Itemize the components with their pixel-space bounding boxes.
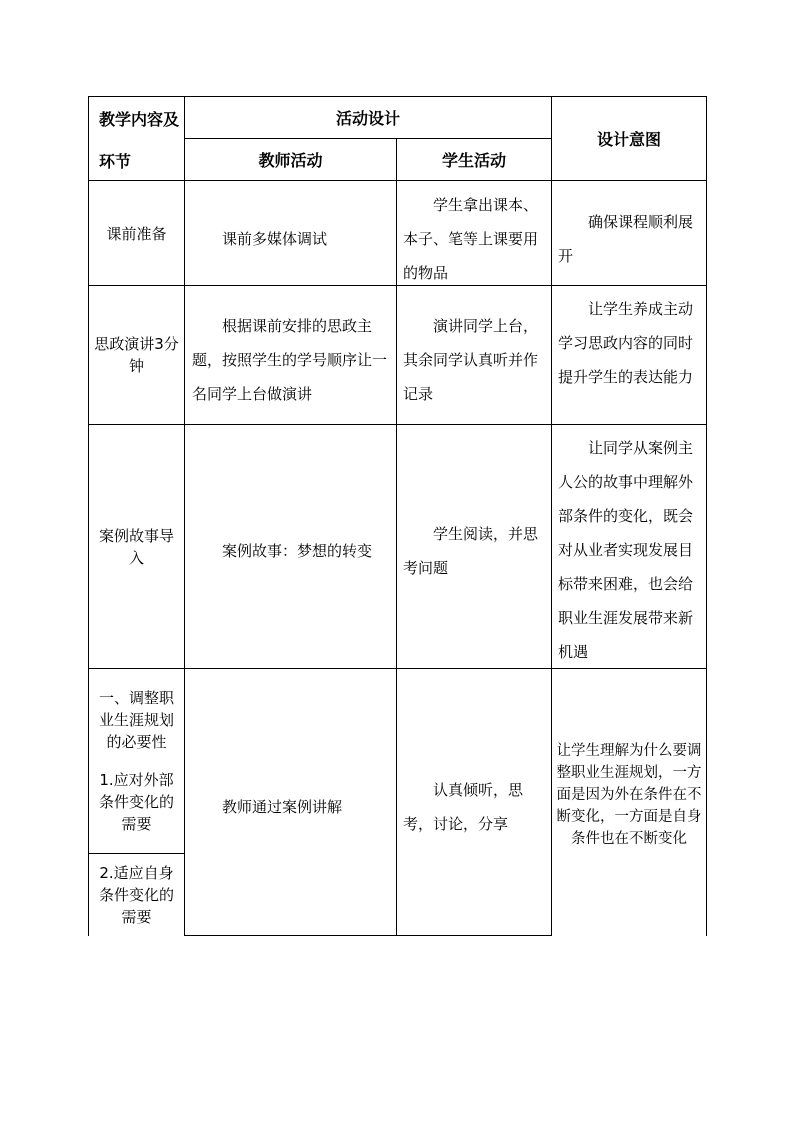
row1-stage-text: 课前准备: [106, 224, 167, 243]
row1-student: 学生拿出课本、本子、笔等上课要用的物品: [403, 196, 539, 282]
row2-stage: [89, 286, 184, 424]
header-intent-cell: [552, 97, 706, 180]
row4-stage-cell: [89, 669, 184, 853]
row3-stage: [89, 425, 184, 668]
header-content-cell: [89, 97, 184, 180]
table-border-right: [706, 96, 707, 936]
header-activity-label: 活动设计: [335, 109, 400, 128]
row1-teacher: 课前多媒体调试: [222, 230, 328, 248]
row3-student: 学生阅读，并思考问题: [403, 525, 539, 577]
row4-stage-sub2-cell: [89, 854, 184, 936]
row3-intent: 让同学从案例主人公的故事中理解外部条件的变化，既会对从业者实现发展目标带来困难，也会给职业生涯发展带来新机遇: [558, 439, 694, 661]
table-line-bottom: [185, 935, 551, 936]
row4-stage-sub1: 1.应对外部条件变化的需要: [98, 771, 174, 833]
row1-intent: 确保课程顺利展开: [558, 213, 694, 265]
row4-intent: 让学生理解为什么要调整职业生涯规划，一方面是因为外在条件在不断变化，一方面是自身条件也在不断变化: [556, 743, 702, 847]
row2-stage-text: 思政演讲3分钟: [94, 335, 179, 375]
table-line-col3: [551, 96, 552, 936]
row3-teacher: 案例故事：梦想的转变: [222, 542, 373, 560]
header-content-label: 教学内容及环节: [99, 110, 180, 171]
row1-stage: [89, 181, 184, 285]
table-line-col2: [396, 138, 397, 936]
row2-teacher: 根据课前安排的思政主题，按照学生的学号顺序让一名同学上台做演讲: [192, 317, 388, 403]
row4-stage-title: 一、调整职业生涯规划的必要性: [98, 689, 174, 751]
row4-stage-sub2: 2.适应自身条件变化的需要: [98, 864, 174, 926]
header-student-label: 学生活动: [441, 151, 506, 170]
header-activity-cell: [185, 97, 551, 138]
row4-student: 认真倾听，思考，讨论，分享: [403, 781, 524, 833]
row4-teacher: 教师通过案例讲解: [222, 798, 343, 816]
header-teacher-cell: [185, 139, 396, 180]
row2-intent: 让学生养成主动学习思政内容的同时提升学生的表达能力: [558, 300, 694, 386]
table-line-col1: [184, 96, 185, 936]
header-intent-label: 设计意图: [596, 130, 661, 149]
row3-stage-text: 案例故事导入: [98, 526, 174, 567]
header-teacher-label: 教师活动: [258, 151, 323, 170]
header-student-cell: [397, 139, 551, 180]
row2-student: 演讲同学上台，其余同学认真听并作记录: [403, 317, 539, 403]
